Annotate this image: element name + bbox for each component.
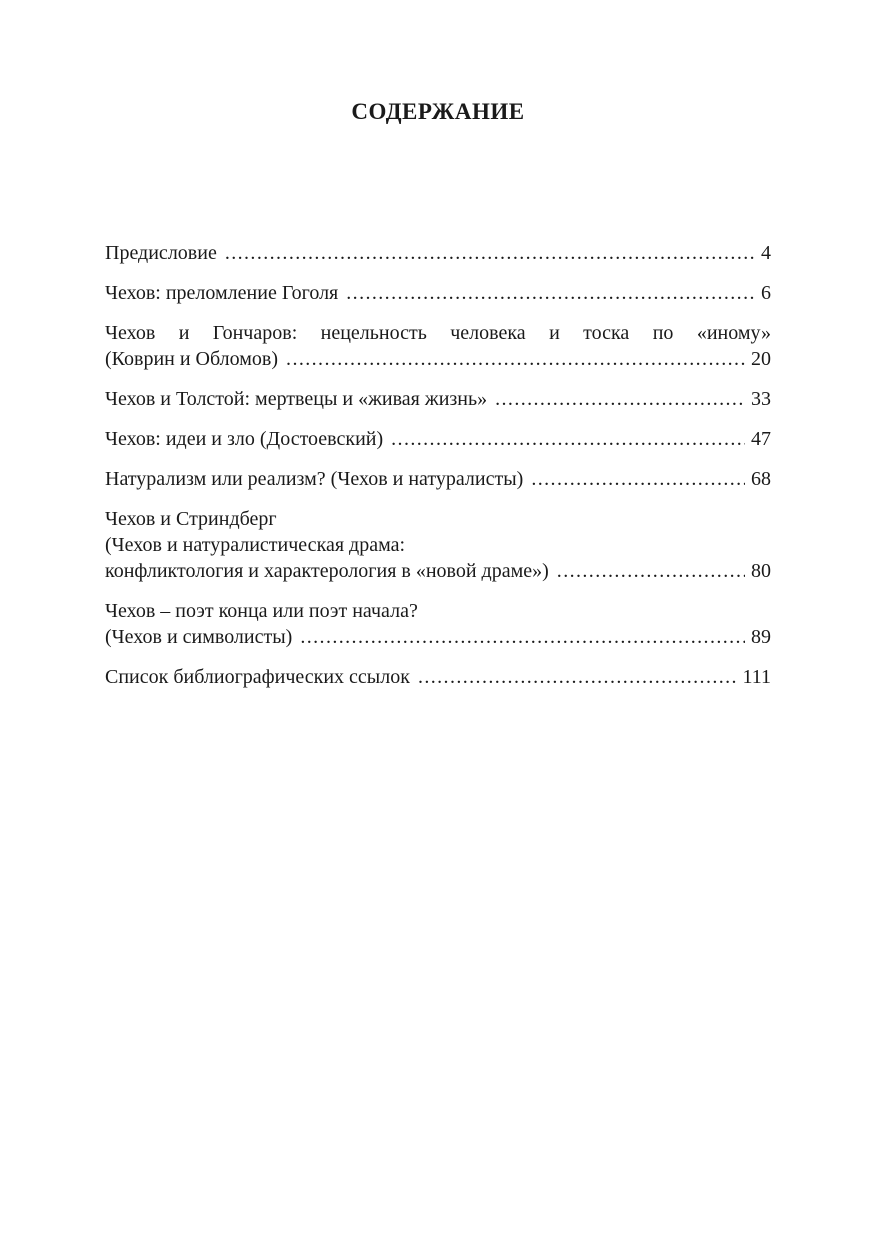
toc-entry-line: [105, 466, 771, 492]
toc-entry[interactable]: [105, 426, 771, 452]
page-title: СОДЕРЖАНИЕ: [351, 99, 525, 124]
toc-entry-title-line: Чехов и Гончаров: нецельность человека и тоска по «иному»: [105, 322, 771, 344]
toc-entry-title-line: Чехов и Стриндберг: [105, 508, 277, 530]
toc-entry[interactable]: [105, 240, 771, 266]
toc-page-number: 111: [742, 666, 771, 688]
toc-entry[interactable]: [105, 664, 771, 690]
toc-entry-title: конфликтология и характерология в «новой драме»): [105, 560, 549, 582]
toc-entry-title-line: Чехов – поэт конца или поэт начала?: [105, 600, 418, 622]
table-of-contents: [105, 240, 771, 704]
toc-entry[interactable]: [105, 506, 771, 584]
dot-leader: [557, 558, 745, 584]
toc-entry-title: (Чехов и символисты): [105, 626, 293, 648]
dot-leader: [346, 280, 755, 306]
toc-entry[interactable]: [105, 320, 771, 372]
toc-page-number: 33: [751, 388, 771, 410]
toc-entry-line: [105, 426, 771, 452]
toc-entry-title: Чехов и Толстой: мертвецы и «живая жизнь»: [105, 388, 488, 410]
toc-entry-title: Чехов: идеи и зло (Достоевский): [105, 428, 384, 450]
toc-page-number: 47: [751, 428, 771, 450]
toc-page-number: 89: [751, 626, 771, 648]
dot-leader: [300, 624, 745, 650]
toc-entry-line: [105, 280, 771, 306]
toc-page-number: 80: [751, 560, 771, 582]
dot-leader: [225, 240, 755, 266]
dot-leader: [391, 426, 745, 452]
toc-entry-line: [105, 346, 771, 372]
toc-entry-line: [105, 624, 771, 650]
toc-entry-title: Натурализм или реализм? (Чехов и натуралисты): [105, 468, 524, 490]
toc-page-number: 20: [751, 348, 771, 370]
toc-entry[interactable]: [105, 280, 771, 306]
toc-page-number: 6: [761, 282, 771, 304]
toc-entry-title: Чехов: преломление Гоголя: [105, 282, 339, 304]
dot-leader: [286, 346, 745, 372]
toc-entry-line: [105, 240, 771, 266]
toc-entry-title: Список библиографических ссылок: [105, 666, 410, 688]
toc-entry[interactable]: [105, 466, 771, 492]
toc-entry-title-line: (Чехов и натуралистическая драма:: [105, 534, 406, 556]
toc-page-number: 4: [761, 242, 771, 264]
toc-page-number: 68: [751, 468, 771, 490]
toc-entry[interactable]: [105, 386, 771, 412]
dot-leader: [495, 386, 745, 412]
toc-entry-line: [105, 386, 771, 412]
toc-entry[interactable]: [105, 598, 771, 650]
toc-entry-title: (Коврин и Обломов): [105, 348, 279, 370]
dot-leader: [418, 664, 737, 690]
toc-entry-line: [105, 558, 771, 584]
toc-entry-line: [105, 664, 771, 690]
dot-leader: [531, 466, 745, 492]
toc-entry-title: Предисловие: [105, 242, 217, 264]
